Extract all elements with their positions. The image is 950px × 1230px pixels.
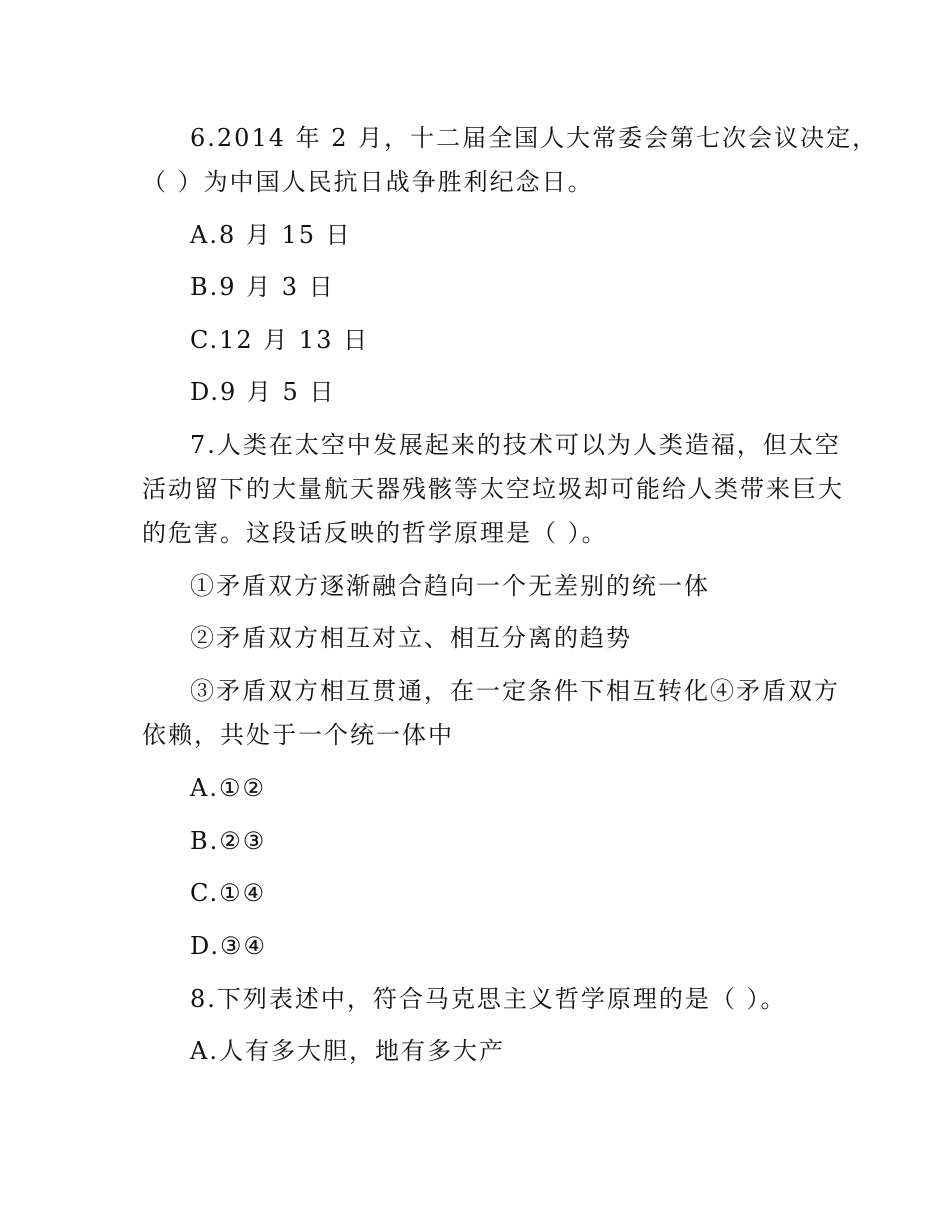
q7-statement-1: ①矛盾双方逐渐融合趋向一个无差别的统一体 xyxy=(190,572,710,600)
q7-stem-line-1: 7.人类在太空中发展起来的技术可以为人类造福，但太空 xyxy=(190,431,841,459)
q7-option-b: B.②③ xyxy=(190,827,267,855)
q7-option-c: C.①④ xyxy=(190,879,267,907)
q7-option-a: A.①② xyxy=(190,774,266,802)
q6-option-b: B.9 月 3 日 xyxy=(190,273,335,301)
q6-stem-line-1: 6.2014 年 2 月，十二届全国人大常委会第七次会议决定， xyxy=(190,124,879,152)
q6-option-a: A.8 月 15 日 xyxy=(190,221,352,249)
q7-statement-2: ②矛盾双方相互对立、相互分离的趋势 xyxy=(190,624,632,652)
q6-option-c: C.12 月 13 日 xyxy=(190,326,370,354)
q8-option-a: A.人有多大胆，地有多大产 xyxy=(190,1037,505,1065)
q7-statement-3: ③矛盾双方相互贯通，在一定条件下相互转化④矛盾双方 xyxy=(190,677,840,705)
q7-stem-line-2: 活动留下的大量航天器残骸等太空垃圾却可能给人类带来巨大 xyxy=(142,475,844,503)
q7-stem-line-3: 的危害。这段话反映的哲学原理是（ ）。 xyxy=(142,519,608,547)
q6-option-d: D.9 月 5 日 xyxy=(190,378,336,406)
q8-stem-line-1: 8.下列表述中，符合马克思主义哲学原理的是（ ）。 xyxy=(190,985,787,1013)
q7-option-d: D.③④ xyxy=(190,932,268,960)
q7-statement-3-cont: 依赖，共处于一个统一体中 xyxy=(142,721,454,749)
q6-stem-line-2: （ ）为中国人民抗日战争胜利纪念日。 xyxy=(142,168,594,196)
